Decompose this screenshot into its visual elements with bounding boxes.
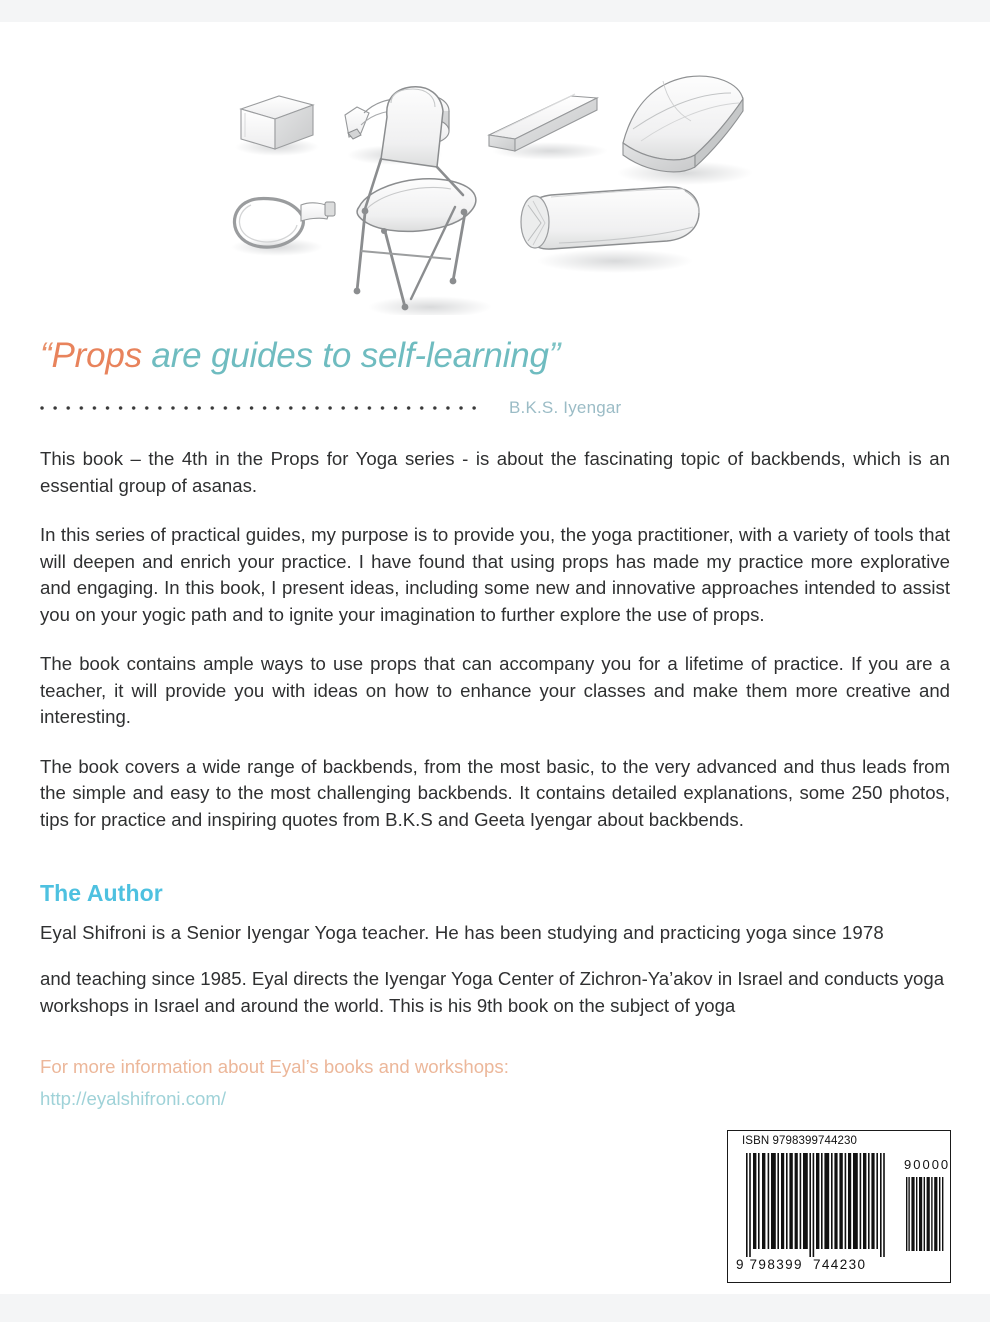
description-paragraph-1: This book – the 4th in the Props for Yoga series - is about the fascinating topic of backbends, which is an essential group of asanas. xyxy=(40,448,950,496)
isbn-barcode xyxy=(727,1130,951,1283)
pull-quote xyxy=(40,336,950,375)
prop-folded-blanket xyxy=(617,76,753,185)
barcode-human-readable-digits xyxy=(736,1257,896,1272)
author-section-heading: The Author xyxy=(40,880,163,906)
prop-rope-loop-belt xyxy=(231,198,335,256)
dotted-rule-divider xyxy=(40,401,483,415)
page-bottom-edge xyxy=(0,1294,990,1322)
isbn-label: ISBN 9798399744230 xyxy=(742,1135,857,1147)
description-paragraph-4: The book covers a wide range of backbends, from the most basic, to the very advanced and thus leads from the simple and easy to the most challenging backbends. It contains detailed explanations, some 250 photos, tips for practice and inspiring quotes from B.K.S and Geeta Iyengar about backbends. xyxy=(40,755,950,830)
yoga-props-illustration xyxy=(215,55,795,315)
contact-lead-text: For more information about Eyal’s books and workshops: xyxy=(40,1056,509,1077)
author-bio xyxy=(40,920,950,1019)
description-body xyxy=(40,446,950,833)
contact-block xyxy=(40,1052,509,1115)
author-website-link[interactable]: http://eyalshifroni.com/ xyxy=(40,1088,227,1109)
barcode-digit-group-2: 744230 xyxy=(812,1257,867,1272)
description-paragraph-3: The book contains ample ways to use props that can accompany you for a lifetime of practice. If you are a teacher, it will provide you with ideas on how to enhance your classes and make them more creative and interesting. xyxy=(40,653,950,727)
page-top-edge xyxy=(0,0,990,22)
author-bio-line-2: and teaching since 1985. Eyal directs the Iyengar Yoga Center of Zichron-Ya’akov in Israel and conducts yoga workshops in Israel and around the world. This is his 9th book on the subject of yoga xyxy=(40,968,945,1016)
barcode-addon-digits: 90000 xyxy=(904,1157,951,1172)
prop-bolster xyxy=(521,187,699,273)
prop-folding-chair xyxy=(354,87,492,315)
quote-close-mark: ” xyxy=(548,336,561,375)
quote-rest-text: are guides to self-learning xyxy=(141,336,549,375)
prop-foam-block xyxy=(235,96,319,156)
author-bio-line-1: Eyal Shifroni is a Senior Iyengar Yoga teacher. He has been studying and practicing yoga since 1978 xyxy=(40,922,884,943)
quote-open-mark: “ xyxy=(40,336,52,375)
quote-highlight-word: Props xyxy=(51,336,142,375)
description-paragraph-2: In this series of practical guides, my purpose is to provide you, the yoga practitioner, with a variety of tools that will deepen and enrich your practice. I have found that using props has made my practice more explorative and engaging. In this book, I present ideas, including some new and innovative approaches intended to assist you on your yogic path and to ignite your imagination to further explore the use of props. xyxy=(40,524,950,625)
prop-slant-plank xyxy=(489,94,608,160)
quote-attribution: B.K.S. Iyengar xyxy=(509,398,622,417)
barcode-digit-group-1: 798399 xyxy=(749,1257,803,1272)
quote-attribution-row xyxy=(40,398,950,418)
quote-text xyxy=(40,336,950,375)
barcode-digit-lead: 9 xyxy=(736,1257,744,1272)
barcode-bars-addon xyxy=(906,1177,944,1251)
barcode-bars-main xyxy=(746,1153,890,1257)
